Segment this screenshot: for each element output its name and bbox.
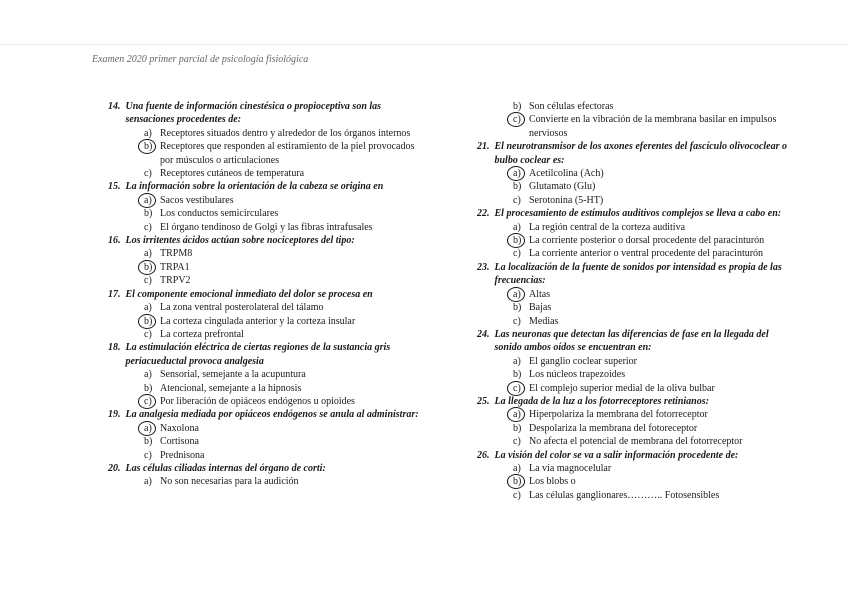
answer-option [144, 301, 430, 314]
question-number: 24. [477, 328, 490, 340]
question [108, 180, 430, 193]
question [108, 100, 430, 127]
option-letter: c) [513, 315, 521, 327]
circled-option-letter: a) [144, 194, 160, 207]
circled-option-letter: c) [144, 395, 160, 408]
option-text: Sacos vestibulares [160, 194, 234, 206]
option-letter: b) [513, 101, 522, 112]
answer-option-selected [144, 395, 430, 408]
question-text: La visión del color se va a salir información procedente de: [494, 449, 739, 461]
question-number: 14. [108, 101, 121, 112]
answer-option [513, 194, 797, 207]
option-letter: c) [144, 328, 152, 340]
answer-option-selected [144, 194, 430, 207]
question-text: El procesamiento de estímulos auditivos complejos se lleva a cabo en: [494, 208, 782, 220]
answer-option [513, 489, 797, 502]
option-text: La vía magnocelular [529, 462, 612, 474]
option-text: Son células efectoras [529, 101, 614, 112]
question-number: 15. [108, 181, 121, 193]
option-text: El ganglio coclear superior [529, 355, 638, 367]
circled-option-letter: c) [513, 382, 529, 395]
question [108, 408, 430, 421]
question-text: Los irritentes ácidos actúan sobre nociceptores del tipo: [125, 235, 355, 247]
circled-option-letter: a) [513, 408, 529, 421]
option-text: Receptores que responden al estiramiento de la piel provocados por músculos o articulaciones [160, 141, 415, 166]
answer-option-selected [144, 422, 430, 435]
option-letter: a) [144, 476, 152, 488]
option-letter: c) [144, 168, 152, 180]
option-letter: c) [144, 275, 152, 287]
option-text: Las células ganglionares……….. Fotosensibles [529, 489, 720, 501]
answer-option [144, 435, 430, 448]
answer-option [144, 449, 430, 462]
question-number: 25. [477, 395, 490, 407]
question [477, 328, 797, 355]
option-text: Medias [529, 315, 559, 327]
option-letter: c) [513, 194, 521, 206]
question-number: 23. [477, 261, 490, 273]
option-text: Cortisona [160, 436, 199, 448]
answer-option-selected [513, 475, 797, 488]
circled-option-letter: b) [144, 261, 160, 274]
circled-option-letter: b) [513, 234, 529, 247]
option-letter: b) [513, 181, 522, 193]
option-text: TRPM8 [160, 248, 193, 260]
question-text: La analgesia mediada por opiáceos endógenos se anula al administrar: [125, 409, 419, 421]
option-letter: b) [513, 369, 522, 381]
option-text: Atencional, semejante a la hipnosis [160, 382, 302, 394]
answer-option [513, 422, 797, 435]
circled-option-letter: a) [144, 422, 160, 435]
answer-option [144, 207, 430, 220]
answer-option [513, 315, 797, 328]
circled-option-letter: b) [513, 475, 529, 488]
answer-option-selected [144, 140, 430, 167]
option-text: Receptores cutáneos de temperatura [160, 168, 305, 180]
question-number: 21. [477, 141, 490, 153]
question-text: Una fuente de información cinestésica o propioceptiva son las sensaciones procedentes de: [125, 101, 382, 126]
answer-option [513, 435, 797, 448]
option-letter: a) [144, 248, 152, 260]
answer-option-selected [513, 167, 797, 180]
answer-option [513, 355, 797, 368]
answer-option [144, 382, 430, 395]
answer-option-selected [144, 315, 430, 328]
answer-option-selected [513, 288, 797, 301]
option-text: El órgano tendinoso de Golgi y las fibras intrafusales [160, 221, 373, 233]
option-text: No afecta el potencial de membrana del fotorreceptor [529, 436, 743, 448]
question-number: 20. [108, 462, 121, 474]
question [477, 140, 797, 167]
answer-option [513, 247, 797, 260]
question [477, 449, 797, 462]
right-column [477, 100, 797, 502]
question-text: El neurotransmisor de los axones eferentes del fascículo olivococlear o bulbo coclear es: [494, 141, 787, 166]
option-text: Receptores situados dentro y alrededor de los órganos internos [160, 127, 411, 139]
option-letter: c) [513, 248, 521, 260]
option-text: La corriente posterior o dorsal procedente del paracinturón [529, 235, 765, 247]
question-text: Las neuronas que detectan las diferencias de fase en la llegada del sonido ambos oídos se encuentran en: [494, 328, 769, 354]
option-letter: c) [144, 449, 152, 461]
question-number: 17. [108, 288, 121, 300]
option-text: La corteza cingulada anterior y la corteza insular [160, 315, 356, 327]
answer-option [513, 368, 797, 381]
answer-option [144, 328, 430, 341]
page-header: Examen 2020 primer parcial de psicología fisiológica [92, 54, 309, 65]
question-text: La llegada de la luz a los fotorreceptores retinianos: [494, 395, 709, 407]
top-divider [0, 44, 848, 45]
answer-option [513, 100, 797, 113]
option-text: Naxolona [160, 422, 199, 434]
answer-option [513, 221, 797, 234]
option-text: La región central de la corteza auditiva [529, 221, 686, 233]
option-text: Hiperpolariza la membrana del fotorreceptor [529, 409, 708, 421]
option-letter: a) [513, 462, 521, 474]
question [477, 261, 797, 288]
answer-option [144, 247, 430, 260]
option-letter: a) [513, 355, 521, 367]
option-text: La corriente anterior o ventral procedente del paracinturón [529, 248, 764, 260]
question [108, 341, 430, 368]
answer-option-selected [513, 408, 797, 421]
answer-option [144, 368, 430, 381]
option-letter: c) [513, 489, 521, 501]
answer-option-selected [144, 261, 430, 274]
option-letter: a) [144, 302, 152, 314]
option-text: El complejo superior medial de la oliva bulbar [529, 382, 715, 394]
question-text: La estimulación eléctrica de ciertas regiones de la sustancia gris periacueductal provoca analgesia [125, 342, 391, 367]
answer-option [144, 167, 430, 180]
question-text: La información sobre la orientación de la cabeza se origina en [125, 181, 384, 193]
circled-option-letter: a) [513, 288, 529, 301]
left-column [108, 100, 430, 489]
option-text: No son necesarias para la audición [160, 476, 299, 488]
question-number: 16. [108, 235, 121, 247]
question-number: 22. [477, 208, 490, 220]
option-text: La zona ventral posterolateral del tálamo [160, 302, 324, 314]
option-text: Los núcleos trapezoides [529, 369, 626, 381]
option-text: Serotonina (5-HT) [529, 194, 604, 206]
option-text: Altas [529, 288, 551, 300]
question-number: 18. [108, 342, 121, 354]
option-text: Glutamato (Glu) [529, 181, 596, 193]
option-text: Por liberación de opiáceos endógenos u opioides [160, 395, 355, 407]
option-text: Despolariza la membrana del fotoreceptor [529, 422, 698, 434]
option-text: Sensorial, semejante a la acupuntura [160, 369, 306, 381]
answer-option [144, 274, 430, 287]
answer-option [513, 180, 797, 193]
answer-option [144, 127, 430, 140]
question-number: 26. [477, 449, 490, 461]
option-letter: c) [144, 221, 152, 233]
question [108, 462, 430, 475]
option-letter: b) [144, 208, 153, 220]
circled-option-letter: a) [513, 167, 529, 180]
option-text: Los conductos semicirculares [160, 208, 279, 220]
option-text: Prednisona [160, 449, 205, 461]
question [108, 288, 430, 301]
answer-option [144, 221, 430, 234]
option-text: TRPA1 [160, 261, 190, 273]
answer-option-selected [513, 382, 797, 395]
option-text: Convierte en la vibración de la membrana basilar en impulsos nerviosos [529, 114, 777, 139]
question [108, 234, 430, 247]
circled-option-letter: c) [513, 113, 529, 140]
circled-option-letter: b) [144, 315, 160, 328]
option-letter: c) [513, 436, 521, 448]
option-letter: b) [144, 382, 153, 394]
option-text: Los blobs o [529, 476, 576, 488]
option-letter: a) [144, 369, 152, 381]
question [477, 395, 797, 408]
answer-option [513, 301, 797, 314]
option-letter: a) [144, 127, 152, 139]
question-text: El componente emocional inmediato del dolor se procesa en [125, 288, 373, 300]
question-text: La localización de la fuente de sonidos por intensidad es propia de las frecuencias: [494, 261, 782, 287]
option-letter: b) [513, 422, 522, 434]
option-text: Bajas [529, 302, 552, 314]
option-text: La corteza prefrontal [160, 328, 244, 340]
question [477, 207, 797, 220]
answer-option-selected [513, 234, 797, 247]
option-letter: b) [513, 302, 522, 314]
answer-option [144, 475, 430, 488]
answer-option-selected [513, 113, 797, 140]
circled-option-letter: b) [144, 140, 160, 167]
question-text: Las células ciliadas internas del órgano de corti: [125, 462, 326, 474]
option-text: TRPV2 [160, 275, 191, 287]
question-number: 19. [108, 409, 121, 421]
option-letter: a) [513, 221, 521, 233]
option-letter: b) [144, 436, 153, 448]
option-text: Acetilcolina (Ach) [529, 168, 604, 180]
answer-option [513, 462, 797, 475]
